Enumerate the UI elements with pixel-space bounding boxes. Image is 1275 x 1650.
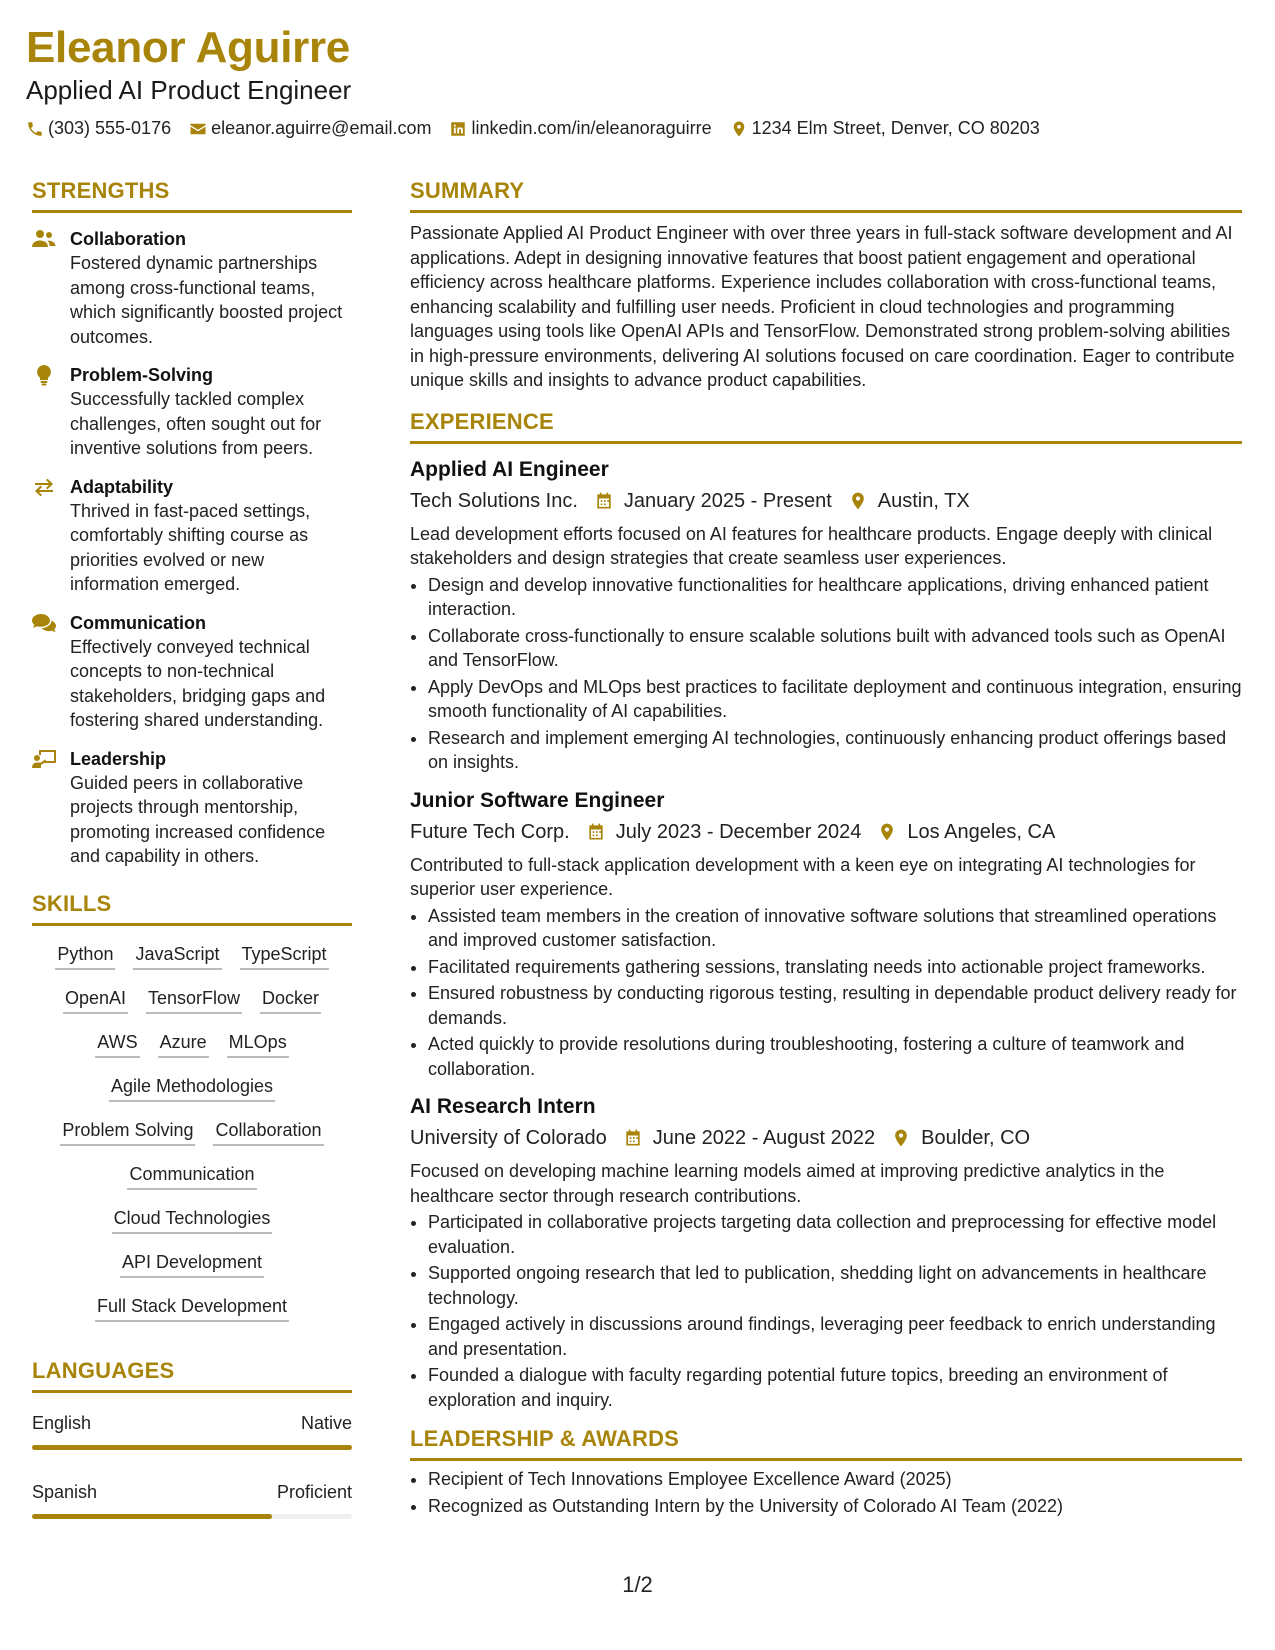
bullet-item: • Research and implement emerging AI technologies, continuously enhancing product offerings based on insights. bbox=[428, 726, 1242, 775]
email-text: eleanor.aguirre@email.com bbox=[211, 118, 432, 138]
language-proficiency-bar bbox=[32, 1514, 352, 1519]
company-name: Tech Solutions Inc. bbox=[410, 489, 578, 512]
page-number: 1/2 bbox=[622, 1572, 653, 1597]
skill-tag: JavaScript bbox=[133, 942, 221, 970]
experience-section bbox=[410, 409, 1242, 1413]
bullet-item: • Apply DevOps and MLOps best practices to facilitate deployment and continuous integration, ensuring smooth functionality of AI capabilities. bbox=[428, 675, 1242, 724]
arrows-exchange-icon bbox=[32, 476, 56, 498]
language-level: Proficient bbox=[276, 1481, 352, 1502]
phone-icon bbox=[26, 120, 44, 138]
map-pin-icon bbox=[877, 822, 897, 842]
awards-section bbox=[410, 1426, 1242, 1518]
job-title: Applied AI Engineer bbox=[410, 457, 609, 481]
languages-section bbox=[32, 1358, 352, 1519]
section-divider bbox=[410, 210, 1242, 213]
job-location: Boulder, CO bbox=[921, 1127, 1031, 1149]
job-title: AI Research Intern bbox=[410, 1095, 596, 1118]
languages-heading: LANGUAGES bbox=[32, 1357, 175, 1383]
skill-tag: AWS bbox=[95, 1030, 139, 1058]
candidate-name: Eleanor Aguirre bbox=[26, 23, 350, 72]
strengths-section bbox=[32, 178, 352, 869]
job-entry bbox=[410, 787, 1242, 1082]
phone-text: (303) 555-0176 bbox=[48, 118, 172, 138]
lightbulb-icon bbox=[32, 364, 56, 386]
job-dates: June 2022 - August 2022 bbox=[652, 1127, 876, 1149]
envelope-icon bbox=[189, 120, 207, 138]
job-meta bbox=[410, 1125, 1242, 1151]
skill-tag: Communication bbox=[127, 1162, 256, 1190]
language-proficiency-fill bbox=[32, 1445, 352, 1450]
section-divider bbox=[410, 441, 1242, 444]
skills-section bbox=[32, 891, 352, 1322]
bullet-item: • Participated in collaborative projects targeting data collection and preprocessing for effective model evaluation. bbox=[428, 1210, 1242, 1259]
skill-tag: API Development bbox=[120, 1250, 264, 1278]
bullet-item: • Founded a dialogue with faculty regarding potential future topics, breeding an environment of exploration and inquiry. bbox=[428, 1363, 1242, 1412]
job-dates: July 2023 - December 2024 bbox=[615, 820, 862, 843]
strength-item bbox=[32, 611, 352, 733]
contact-phone[interactable] bbox=[26, 118, 171, 139]
skill-row bbox=[32, 986, 352, 1014]
awards-list bbox=[410, 1467, 1242, 1518]
company-name: University of Colorado bbox=[410, 1127, 607, 1149]
language-proficiency-bar bbox=[32, 1445, 352, 1450]
section-divider bbox=[410, 1458, 1242, 1461]
skill-row bbox=[32, 1162, 352, 1190]
section-divider bbox=[32, 923, 352, 926]
strength-title: Leadership bbox=[70, 748, 167, 769]
skill-tag: MLOps bbox=[227, 1030, 289, 1058]
skill-tag: Python bbox=[55, 942, 115, 970]
calendar-icon bbox=[623, 1128, 643, 1148]
skill-tag: Docker bbox=[260, 986, 321, 1014]
strength-desc: Guided peers in collaborative projects through mentorship, promoting increased confidence and capability in others. bbox=[70, 772, 326, 866]
linkedin-icon bbox=[449, 120, 467, 138]
job-meta bbox=[410, 488, 1242, 514]
skill-tag: Full Stack Development bbox=[95, 1294, 289, 1322]
users-icon bbox=[32, 228, 56, 250]
strength-title: Communication bbox=[70, 612, 207, 633]
linkedin-text: linkedin.com/in/eleanoraguirre bbox=[471, 118, 712, 138]
strength-desc: Fostered dynamic partnerships among cross-functional teams, which significantly boosted project outcomes. bbox=[70, 253, 343, 347]
language-name: Spanish bbox=[32, 1481, 98, 1502]
calendar-icon bbox=[594, 491, 614, 511]
company-name: Future Tech Corp. bbox=[410, 820, 570, 843]
job-location: Los Angeles, CA bbox=[907, 820, 1056, 843]
award-item: • Recipient of Tech Innovations Employee Excellence Award (2025) bbox=[428, 1467, 1242, 1492]
skill-row bbox=[32, 942, 352, 970]
address-text: 1234 Elm Street, Denver, CO 80203 bbox=[751, 118, 1040, 138]
section-divider bbox=[32, 210, 352, 213]
job-entry bbox=[410, 1093, 1242, 1412]
strength-item bbox=[32, 475, 352, 597]
bullet-item: • Design and develop innovative functionalities for healthcare applications, driving enhanced patient interaction. bbox=[428, 573, 1242, 622]
resume-header bbox=[26, 22, 1246, 139]
strength-desc: Successfully tackled complex challenges, often sought out for inventive solutions from peers. bbox=[70, 389, 322, 458]
right-column bbox=[410, 178, 1242, 1520]
bullet-item: • Collaborate cross-functionally to ensure scalable solutions built with advanced tools such as OpenAI and TensorFlow. bbox=[428, 624, 1242, 673]
summary-section bbox=[410, 178, 1242, 393]
job-entry bbox=[410, 456, 1242, 775]
job-description: Focused on developing machine learning models aimed at improving predictive analytics in the healthcare sector through research contributions. bbox=[410, 1161, 1165, 1206]
bullet-item: • Supported ongoing research that led to publication, shedding light on advancements in healthcare technology. bbox=[428, 1261, 1242, 1310]
job-meta bbox=[410, 819, 1242, 845]
summary-heading: SUMMARY bbox=[410, 178, 525, 203]
skill-row bbox=[32, 1118, 352, 1146]
skill-tag: Azure bbox=[158, 1030, 209, 1058]
language-item bbox=[32, 1480, 352, 1519]
strength-desc: Thrived in fast-paced settings, comfortably shifting course as priorities evolved or new information emerged. bbox=[70, 500, 311, 594]
job-bullets bbox=[410, 904, 1242, 1082]
contact-bar bbox=[26, 118, 1246, 139]
skill-tag: TensorFlow bbox=[146, 986, 242, 1014]
strength-desc: Effectively conveyed technical concepts to non-technical stakeholders, bridging gaps and fostering shared understanding. bbox=[70, 636, 326, 730]
strengths-heading: STRENGTHS bbox=[32, 178, 170, 203]
skill-row bbox=[32, 1250, 352, 1278]
section-divider bbox=[32, 1390, 352, 1393]
skill-tag: Collaboration bbox=[213, 1118, 323, 1146]
job-location: Austin, TX bbox=[877, 489, 970, 512]
skill-tag: TypeScript bbox=[240, 942, 329, 970]
bullet-item: • Ensured robustness by conducting rigorous testing, resulting in dependable product delivery ready for demands. bbox=[428, 981, 1242, 1030]
skill-row bbox=[32, 1030, 352, 1058]
summary-text: Passionate Applied AI Product Engineer with over three years in full-stack software development and AI applications. Adept in designing innovative features that boost patient engagement and operational efficiency across healthcare platforms. Experience includes collaboration with cross-functional teams, enhancing scalability and fulfilling user needs. Proficient in cloud technologies and programming languages using tools like OpenAI APIs and TensorFlow. Demonstrated strong problem-solving abilities in high-pressure environments, delivering AI solutions focused on care coordination. Eager to contribute unique skills and insights to advance product capabilities. bbox=[410, 223, 1235, 390]
contact-email[interactable] bbox=[189, 118, 431, 139]
skill-tag: Problem Solving bbox=[60, 1118, 195, 1146]
job-description: Lead development efforts focused on AI features for healthcare products. Engage deeply with clinical stakeholders and design strategies that create seamless user experiences. bbox=[410, 523, 1213, 568]
strength-item bbox=[32, 747, 352, 869]
skill-row bbox=[32, 1074, 352, 1102]
strength-title: Problem-Solving bbox=[70, 365, 214, 385]
skill-tag: Cloud Technologies bbox=[112, 1206, 273, 1234]
bullet-item: • Facilitated requirements gathering sessions, translating needs into actionable project frameworks. bbox=[428, 955, 1242, 980]
job-bullets bbox=[410, 1210, 1242, 1412]
award-item: • Recognized as Outstanding Intern by the University of Colorado AI Team (2022) bbox=[428, 1494, 1242, 1519]
teacher-board-icon bbox=[32, 748, 56, 770]
job-description: Contributed to full-stack application development with a keen eye on integrating AI technologies for superior user experience. bbox=[410, 854, 1196, 899]
skill-row bbox=[32, 1294, 352, 1322]
language-level: Native bbox=[300, 1412, 352, 1433]
experience-heading: EXPERIENCE bbox=[410, 408, 554, 434]
map-pin-icon bbox=[891, 1128, 911, 1148]
bullet-item: • Acted quickly to provide resolutions during troubleshooting, fostering a culture of teamwork and collaboration. bbox=[428, 1032, 1242, 1081]
strength-item bbox=[32, 363, 352, 461]
skills-list bbox=[32, 942, 352, 1322]
contact-address bbox=[730, 118, 1040, 139]
skill-tag: Agile Methodologies bbox=[109, 1074, 275, 1102]
strength-title: Collaboration bbox=[70, 229, 186, 249]
candidate-title: Applied AI Product Engineer bbox=[26, 75, 352, 105]
map-pin-icon bbox=[730, 120, 748, 138]
strength-title: Adaptability bbox=[70, 476, 174, 497]
skill-row bbox=[32, 1206, 352, 1234]
awards-heading: LEADERSHIP & AWARDS bbox=[410, 1426, 680, 1451]
skills-heading: SKILLS bbox=[32, 890, 112, 916]
calendar-icon bbox=[586, 822, 606, 842]
skill-tag: OpenAI bbox=[63, 986, 128, 1014]
language-proficiency-fill bbox=[32, 1514, 272, 1519]
comments-icon bbox=[32, 612, 56, 634]
language-name: English bbox=[32, 1412, 92, 1433]
strength-item bbox=[32, 227, 352, 349]
bullet-item: • Assisted team members in the creation of innovative software solutions that streamlined operations and improved customer satisfaction. bbox=[428, 904, 1242, 953]
job-title: Junior Software Engineer bbox=[410, 788, 665, 812]
contact-linkedin[interactable] bbox=[449, 118, 711, 139]
map-pin-icon bbox=[848, 491, 868, 511]
bullet-item: • Engaged actively in discussions around findings, leveraging peer feedback to enrich understanding and presentation. bbox=[428, 1312, 1242, 1361]
left-column bbox=[32, 178, 352, 1519]
job-dates: January 2025 - Present bbox=[623, 489, 832, 512]
language-item bbox=[32, 1411, 352, 1450]
job-bullets bbox=[410, 573, 1242, 775]
